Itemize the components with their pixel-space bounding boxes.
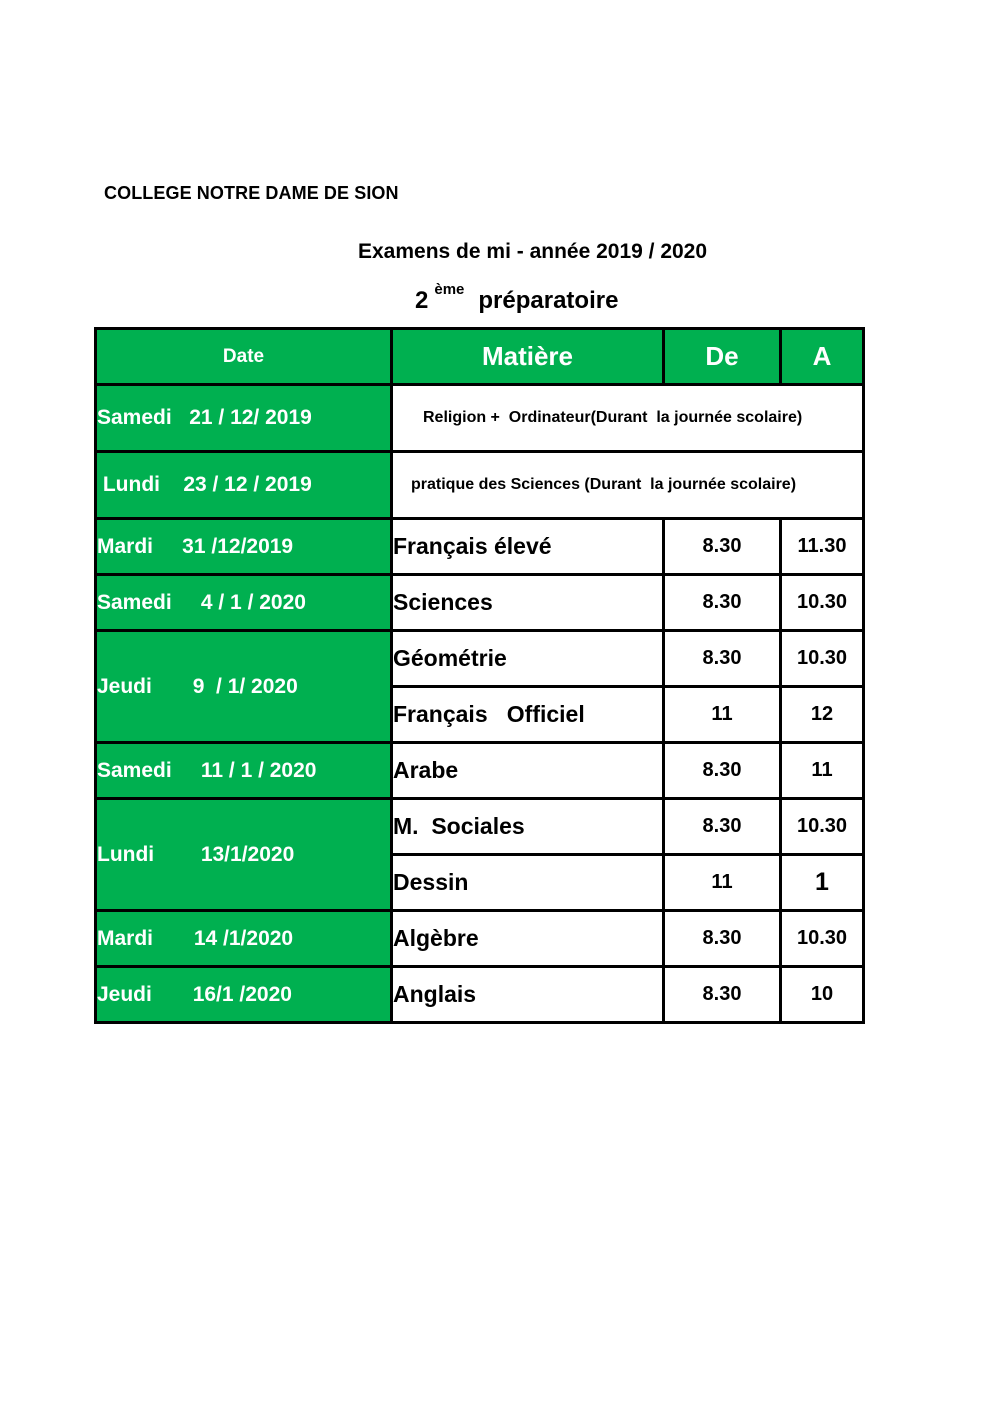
note-cell: pratique des Sciences (Durant la journée scolaire) <box>392 452 864 519</box>
table-row <box>96 519 864 575</box>
subject-cell: M. Sociales <box>392 799 664 855</box>
level-name: préparatoire <box>478 287 619 314</box>
to-time-cell: 11.30 <box>781 519 864 575</box>
subject-cell: Anglais <box>392 967 664 1023</box>
table-row <box>96 385 864 452</box>
table-row <box>96 575 864 631</box>
header-to: A <box>781 329 864 385</box>
date-cell: Jeudi 9 / 1/ 2020 <box>96 631 392 743</box>
to-time-cell: 10 <box>781 967 864 1023</box>
subject-cell: Dessin <box>392 855 664 911</box>
subject-cell: Arabe <box>392 743 664 799</box>
level-number: 2 <box>415 287 429 314</box>
from-time-cell: 8.30 <box>664 519 781 575</box>
table-row <box>96 452 864 519</box>
table-row <box>96 799 864 855</box>
subject-cell: Géométrie <box>392 631 664 687</box>
header-date: Date <box>96 329 392 385</box>
exam-title: Examens de mi - année 2019 / 2020 <box>358 240 708 263</box>
table-header-row <box>96 329 864 385</box>
date-cell: Jeudi 16/1 /2020 <box>96 967 392 1023</box>
table-row <box>96 743 864 799</box>
date-cell: Samedi 21 / 12/ 2019 <box>96 385 392 452</box>
table-row <box>96 631 864 687</box>
date-cell: Samedi 4 / 1 / 2020 <box>96 575 392 631</box>
level-suffix: ème <box>434 281 465 298</box>
from-time-cell: 8.30 <box>664 967 781 1023</box>
to-time-cell: 12 <box>781 687 864 743</box>
exam-schedule-table <box>94 327 865 1024</box>
to-time-cell: 10.30 <box>781 575 864 631</box>
to-time-cell: 10.30 <box>781 631 864 687</box>
date-cell: Lundi 13/1/2020 <box>96 799 392 911</box>
date-cell: Samedi 11 / 1 / 2020 <box>96 743 392 799</box>
to-time-cell: 10.30 <box>781 911 864 967</box>
from-time-cell: 8.30 <box>664 743 781 799</box>
from-time-cell: 8.30 <box>664 911 781 967</box>
subject-cell: Sciences <box>392 575 664 631</box>
from-time-cell: 8.30 <box>664 631 781 687</box>
table-row <box>96 911 864 967</box>
from-time-cell: 8.30 <box>664 799 781 855</box>
class-level <box>415 281 619 315</box>
subject-cell: Algèbre <box>392 911 664 967</box>
date-cell: Mardi 14 /1/2020 <box>96 911 392 967</box>
school-name: COLLEGE NOTRE DAME DE SION <box>104 183 399 203</box>
date-cell: Lundi 23 / 12 / 2019 <box>96 452 392 519</box>
from-time-cell: 11 <box>664 687 781 743</box>
to-time-cell: 10.30 <box>781 799 864 855</box>
from-time-cell: 11 <box>664 855 781 911</box>
to-time-cell: 1 <box>781 855 864 911</box>
to-time-cell: 11 <box>781 743 864 799</box>
header-from: De <box>664 329 781 385</box>
table-row <box>96 967 864 1023</box>
note-cell: Religion + Ordinateur(Durant la journée scolaire) <box>392 385 864 452</box>
header-subject: Matière <box>392 329 664 385</box>
subject-cell: Français élevé <box>392 519 664 575</box>
date-cell: Mardi 31 /12/2019 <box>96 519 392 575</box>
subject-cell: Français Officiel <box>392 687 664 743</box>
from-time-cell: 8.30 <box>664 575 781 631</box>
